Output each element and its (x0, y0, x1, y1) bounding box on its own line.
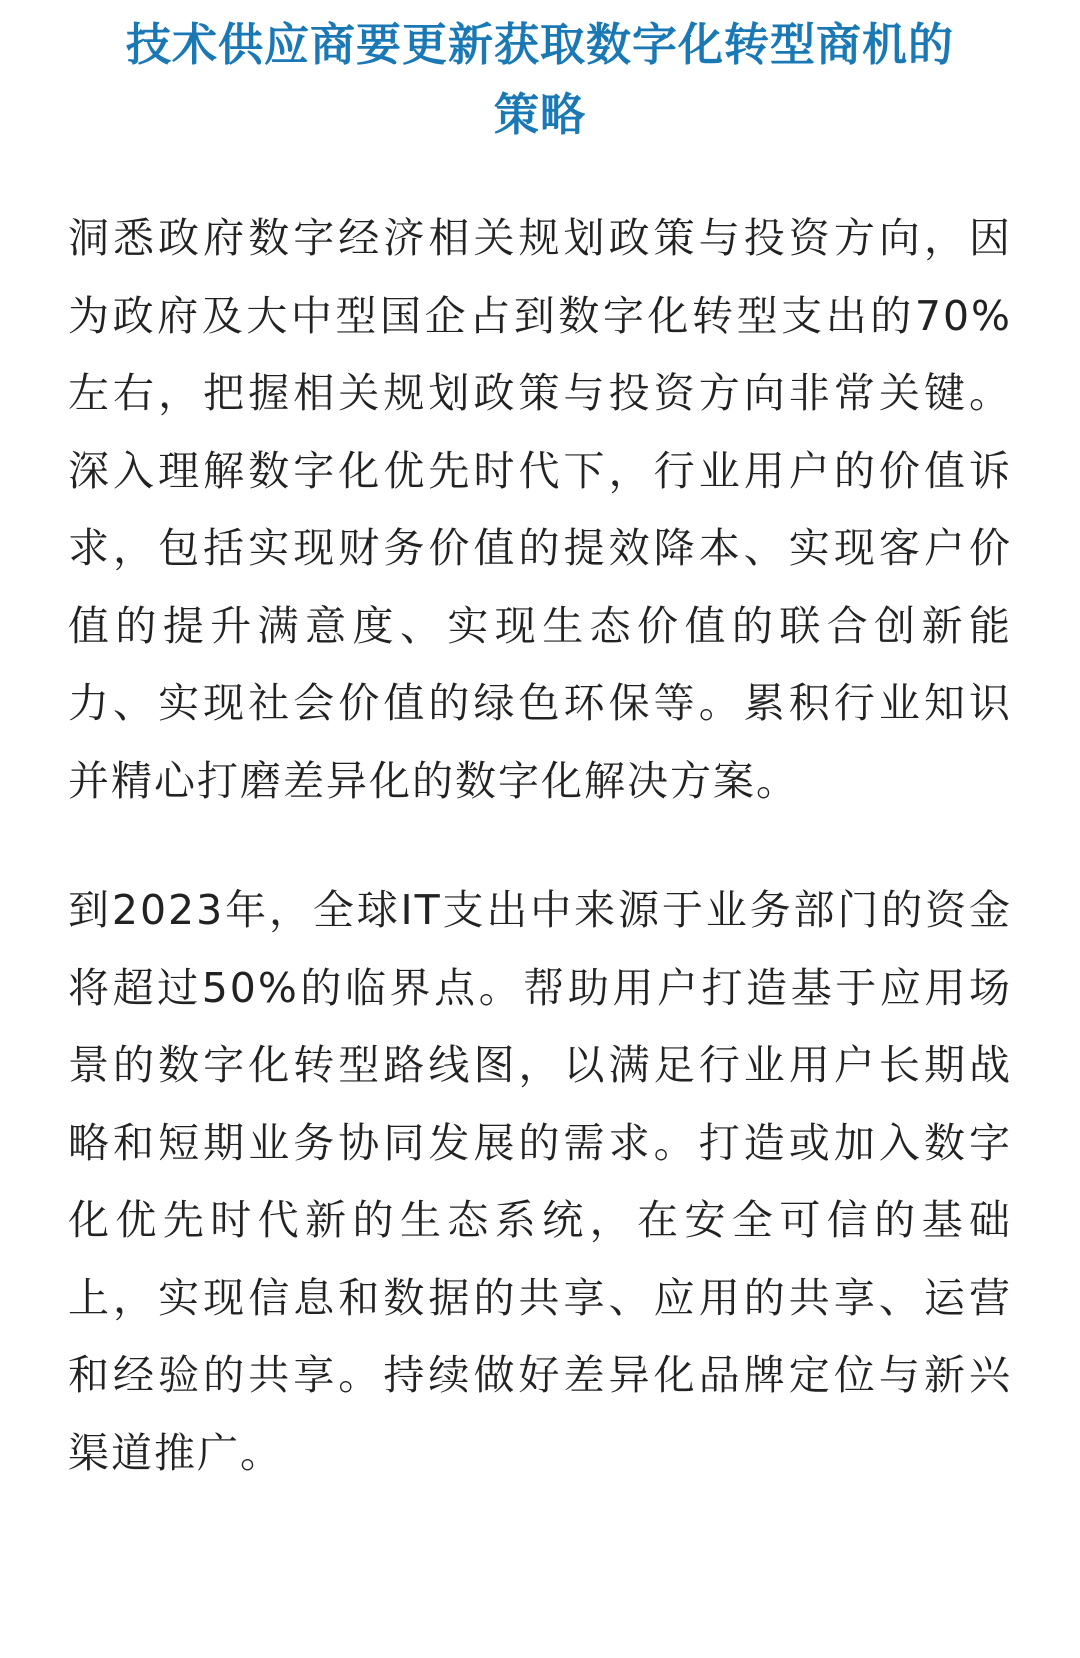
article-title-line-1: 技术供应商要更新获取数字化转型商机的 (125, 18, 954, 71)
article-title (68, 0, 1012, 150)
paragraph-2: 到2023年，全球IT支出中来源于业务部门的资金将超过50%的临界点。帮助用户打造基于应用场景的数字化转型路线图，以满足行业用户长期战略和短期业务协同发展的需求。打造或加入数字化优先时代新的生态系统，在安全可信的基础上，实现信息和数据的共享、应用的共享、运营和经验的共享。持续做好差异化品牌定位与新兴渠道推广。 (68, 886, 1012, 1477)
paragraph-1: 洞悉政府数字经济相关规划政策与投资方向，因为政府及大中型国企占到数字化转型支出的70%左右，把握相关规划政策与投资方向非常关键。深入理解数字化优先时代下，行业用户的价值诉求，包括实现财务价值的提效降本、实现客户价值的提升满意度、实现生态价值的联合创新能力、实现社会价值的绿色环保等。累积行业知识并精心打磨差异化的数字化解决方案。 (68, 214, 1012, 805)
article-title-line-2: 策略 (493, 88, 586, 141)
